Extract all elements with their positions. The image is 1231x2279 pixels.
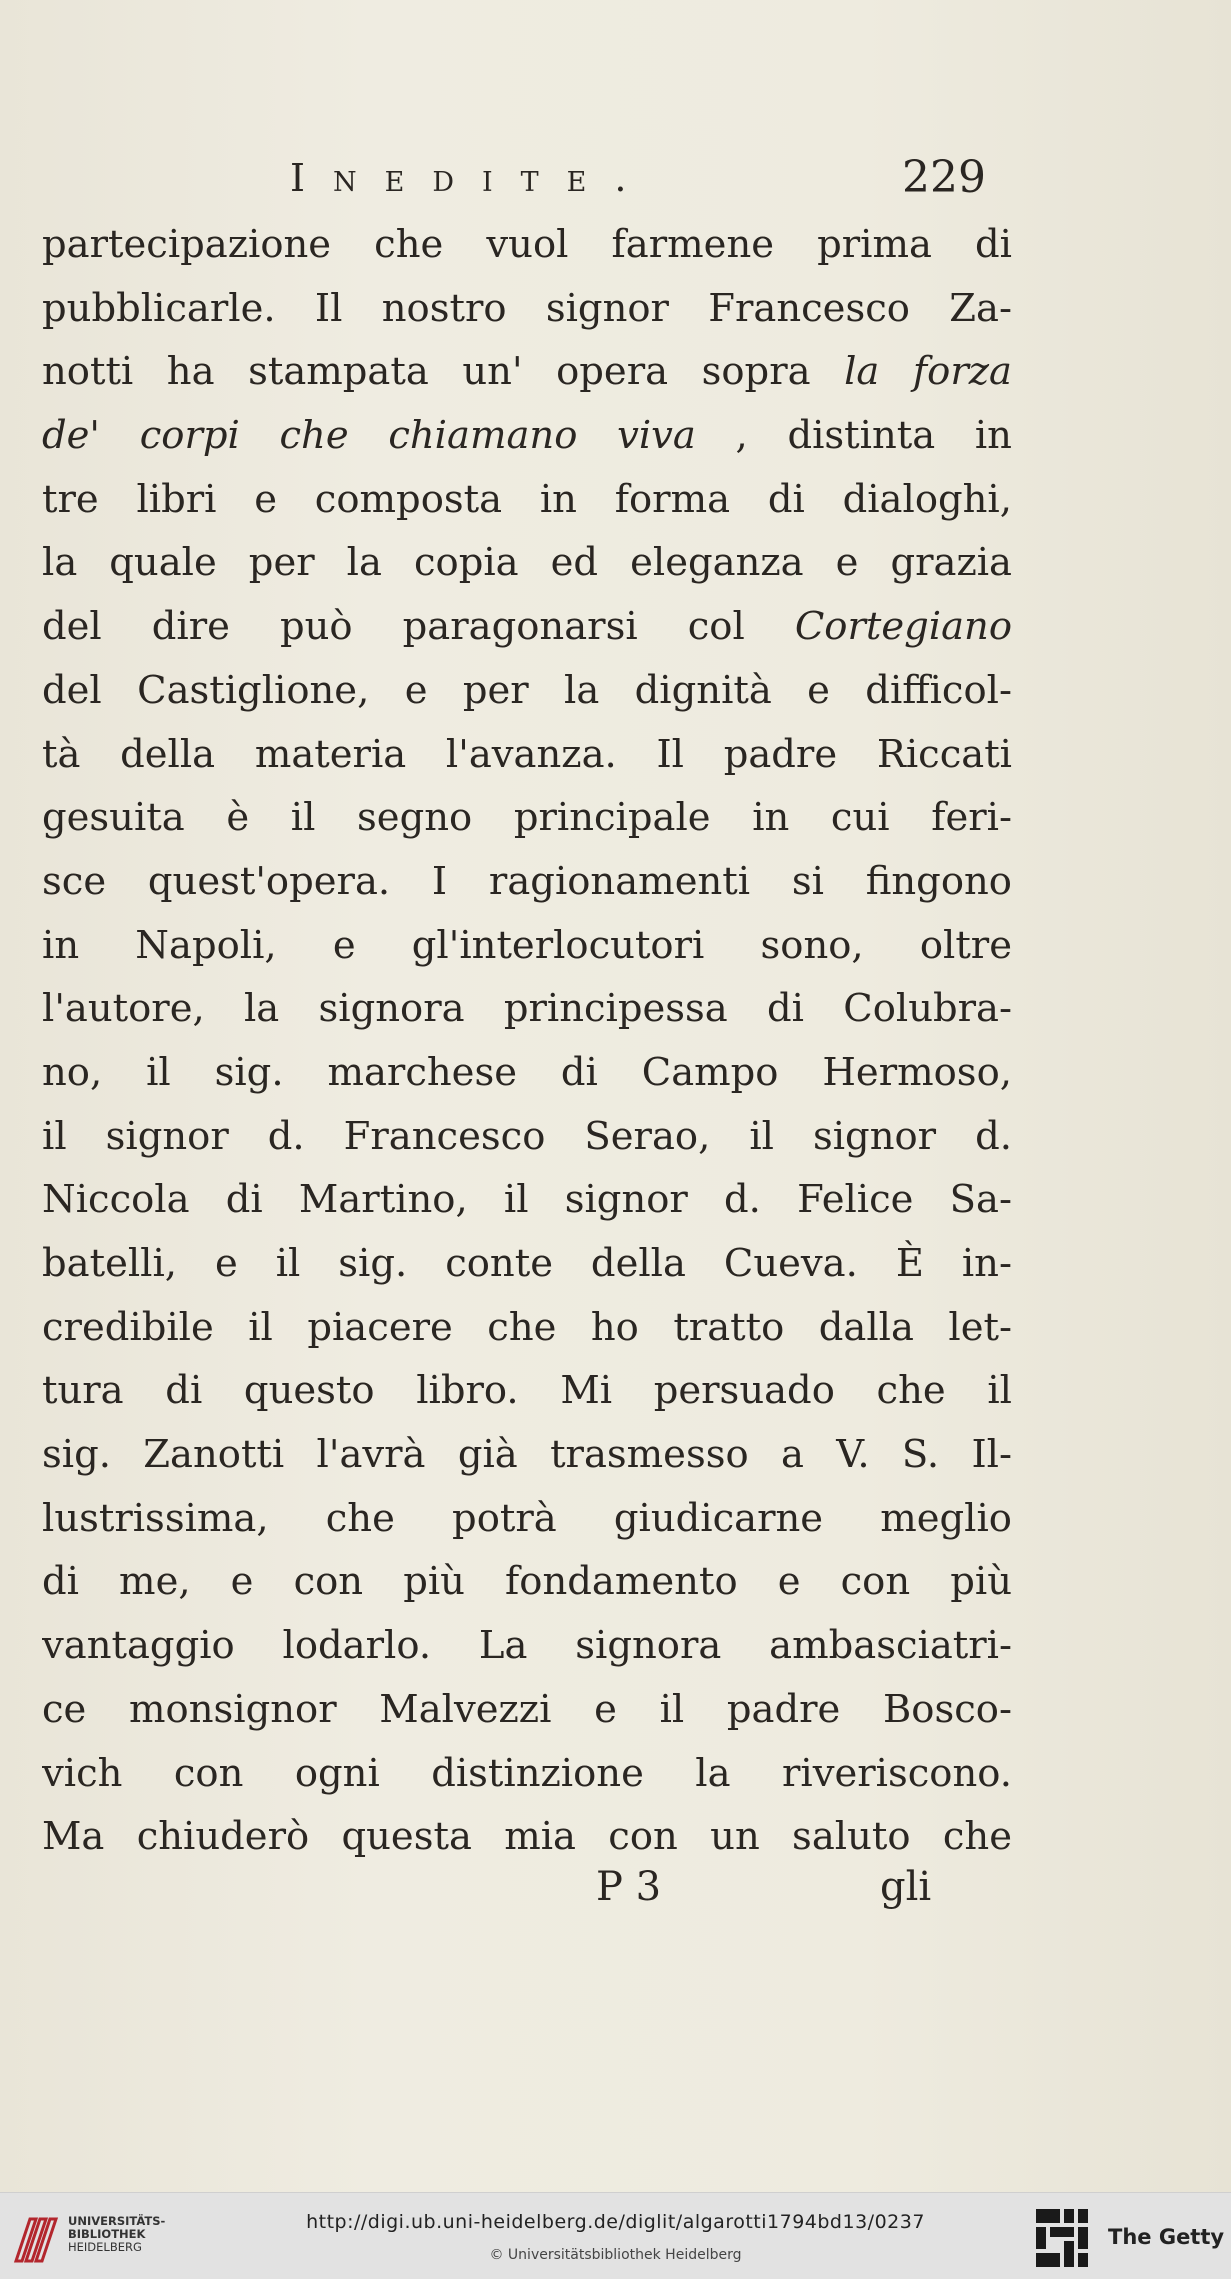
text-line (42, 786, 1012, 850)
text-line (42, 404, 1012, 468)
text-segment: Ma chiuderò questa mia con un saluto che (42, 1814, 1012, 1860)
text-line (42, 723, 1012, 787)
text-segment: notti ha stampata un' opera sopra (42, 349, 845, 395)
text-segment: sig. Zanotti l'avrà già trasmesso a V. S. Il- (42, 1432, 1012, 1478)
text-line (42, 1232, 1012, 1296)
text-segment: tà della materia l'avanza. Il padre Riccati (42, 731, 1012, 777)
text-segment: Niccola di Martino, il signor d. Felice Sa- (42, 1177, 1012, 1223)
library-name-line-1: UNIVERSITÄTS- (68, 2214, 166, 2228)
running-head (0, 148, 1231, 208)
text-segment: gesuita è il segno principale in cui feri- (42, 795, 1012, 841)
signature-mark: P 3 (596, 1864, 662, 1910)
text-line (42, 1359, 1012, 1423)
footer-bar (0, 2192, 1231, 2279)
text-segment: tura di questo libro. Mi persuado che il (42, 1368, 1012, 1414)
getty-logo-icon (1036, 2209, 1088, 2267)
body-text (42, 213, 1012, 1869)
text-segment: di me, e con più fondamento e con più (42, 1559, 1012, 1605)
copyright-notice: © Universitätsbibliothek Heidelberg (489, 2247, 742, 2263)
text-line (42, 1041, 1012, 1105)
text-line (42, 1423, 1012, 1487)
text-segment: del Castiglione, e per la dignità e difficol- (42, 667, 1012, 713)
text-segment: ce monsignor Malvezzi e il padre Bosco- (42, 1686, 1012, 1732)
text-segment: , distinta in (695, 413, 1012, 459)
text-line (42, 1296, 1012, 1360)
running-title: Inedite. (290, 156, 655, 200)
text-segment: del dire può paragonarsi col (42, 604, 795, 650)
text-line (42, 1742, 1012, 1806)
text-line (42, 340, 1012, 404)
permalink-url[interactable]: http://digi.ub.uni-heidelberg.de/diglit/algarotti1794bd13/0237 (306, 2211, 925, 2233)
text-segment: vantaggio lodarlo. La signora ambasciatri- (42, 1623, 1012, 1669)
text-line (42, 659, 1012, 723)
text-segment: batelli, e il sig. conte della Cueva. È in- (42, 1241, 1012, 1286)
text-line (42, 1168, 1012, 1232)
text-segment: pubblicarle. Il nostro signor Francesco Za- (42, 285, 1012, 331)
text-line (42, 850, 1012, 914)
text-segment: sce quest'opera. I ragionamenti si fingono (42, 858, 1012, 904)
text-segment: in Napoli, e gl'interlocutori sono, oltre (42, 922, 1012, 968)
signature-line (0, 1855, 1231, 1919)
text-line (42, 1614, 1012, 1678)
getty-label: The Getty (1108, 2225, 1225, 2249)
text-line (42, 914, 1012, 978)
text-line (42, 1105, 1012, 1169)
text-line (42, 468, 1012, 532)
library-name-line-2: BIBLIOTHEK (68, 2227, 146, 2241)
italic-text: Cortegiano (794, 604, 1012, 650)
text-line (42, 595, 1012, 659)
text-segment: partecipazione che vuol farmene prima di (42, 222, 1012, 267)
text-line (42, 1487, 1012, 1551)
catchword: gli (880, 1864, 932, 1910)
text-segment: tre libri e composta in forma di dialoghi, (42, 476, 1012, 522)
text-segment: la quale per la copia ed eleganza e grazia (42, 540, 1012, 586)
text-line (42, 977, 1012, 1041)
text-segment: lustrissima, che potrà giudicarne meglio (42, 1495, 1012, 1541)
text-segment: credibile il piacere che ho tratto dalla let- (42, 1304, 1012, 1350)
text-segment: il signor d. Francesco Serao, il signor d. (42, 1113, 1012, 1159)
library-name-line-3: HEIDELBERG (68, 2240, 142, 2254)
text-segment: no, il sig. marchese di Campo Hermoso, (42, 1049, 1012, 1095)
text-line (42, 1678, 1012, 1742)
text-line (42, 277, 1012, 341)
text-segment: vich con ogni distinzione la riveriscono. (42, 1750, 1012, 1796)
page-number: 229 (902, 152, 986, 203)
text-line (42, 531, 1012, 595)
text-line (42, 213, 1012, 277)
italic-text: de' corpi che chiamano viva (42, 413, 696, 459)
italic-text: la forza (844, 349, 1012, 395)
text-line (42, 1550, 1012, 1614)
text-segment: l'autore, la signora principessa di Colubra- (42, 986, 1012, 1032)
